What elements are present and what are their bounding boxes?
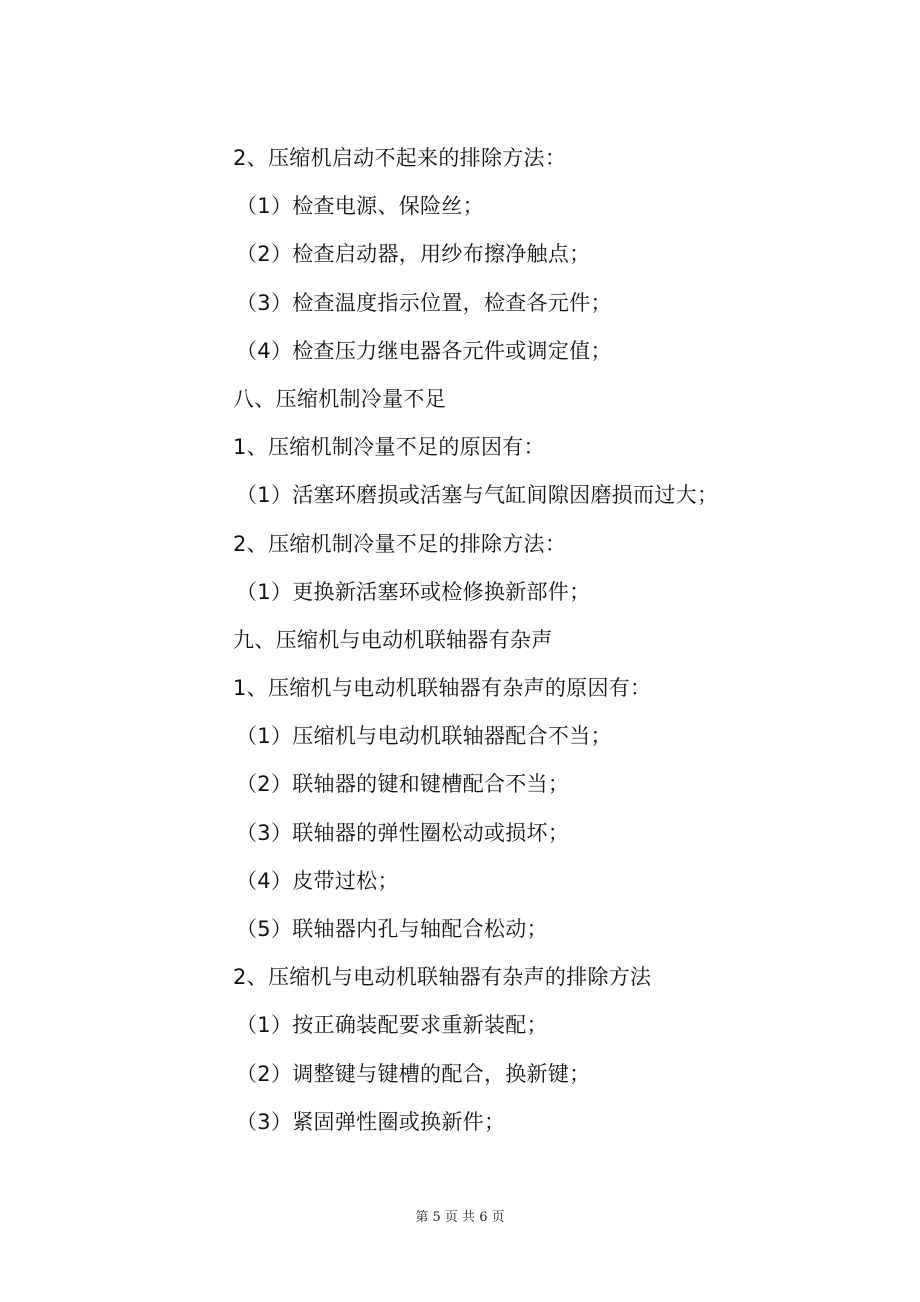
list-item: （3）紧固弹性圈或换新件； (236, 1109, 506, 1134)
list-item: （4）检查压力继电器各元件或调定值； (236, 338, 612, 363)
list-item: （2）检查启动器，用纱布擦净触点； (236, 242, 591, 267)
page-footer (0, 1206, 920, 1225)
page-body (233, 138, 873, 1150)
section-heading: 八、压缩机制冷量不足 (233, 386, 446, 411)
text-line: 2、压缩机与电动机联轴器有杂声的排除方法 (233, 965, 652, 990)
list-item: （3）联轴器的弹性圈松动或损坏； (236, 820, 570, 845)
list-item: （1）按正确装配要求重新装配； (236, 1013, 548, 1038)
list-item: （2）联轴器的键和键槽配合不当； (236, 772, 570, 797)
list-item: （1）更换新活塞环或检修换新部件； (236, 579, 591, 604)
text-line: 2、压缩机启动不起来的排除方法： (233, 146, 567, 170)
list-item: （4）皮带过松； (236, 868, 399, 893)
text-line: 2、压缩机制冷量不足的排除方法： (233, 531, 567, 556)
list-item: （5）联轴器内孔与轴配合松动； (236, 917, 548, 941)
list-item: （1）压缩机与电动机联轴器配合不当； (236, 724, 612, 749)
page-number: 第 5 页 共 6 页 (415, 1210, 505, 1225)
list-item: （3）检查温度指示位置，检查各元件； (236, 290, 612, 315)
list-item: （1）检查电源、保险丝； (236, 194, 484, 219)
list-item: （2）调整键与键槽的配合，换新键； (236, 1061, 591, 1086)
text-line: 1、压缩机制冷量不足的原因有： (233, 435, 545, 460)
list-item: （1）活塞环磨损或活塞与气缸间隙因磨损而过大； (236, 483, 719, 508)
section-heading: 九、压缩机与电动机联轴器有杂声 (233, 627, 553, 652)
text-line: 1、压缩机与电动机联轴器有杂声的原因有： (233, 676, 652, 701)
